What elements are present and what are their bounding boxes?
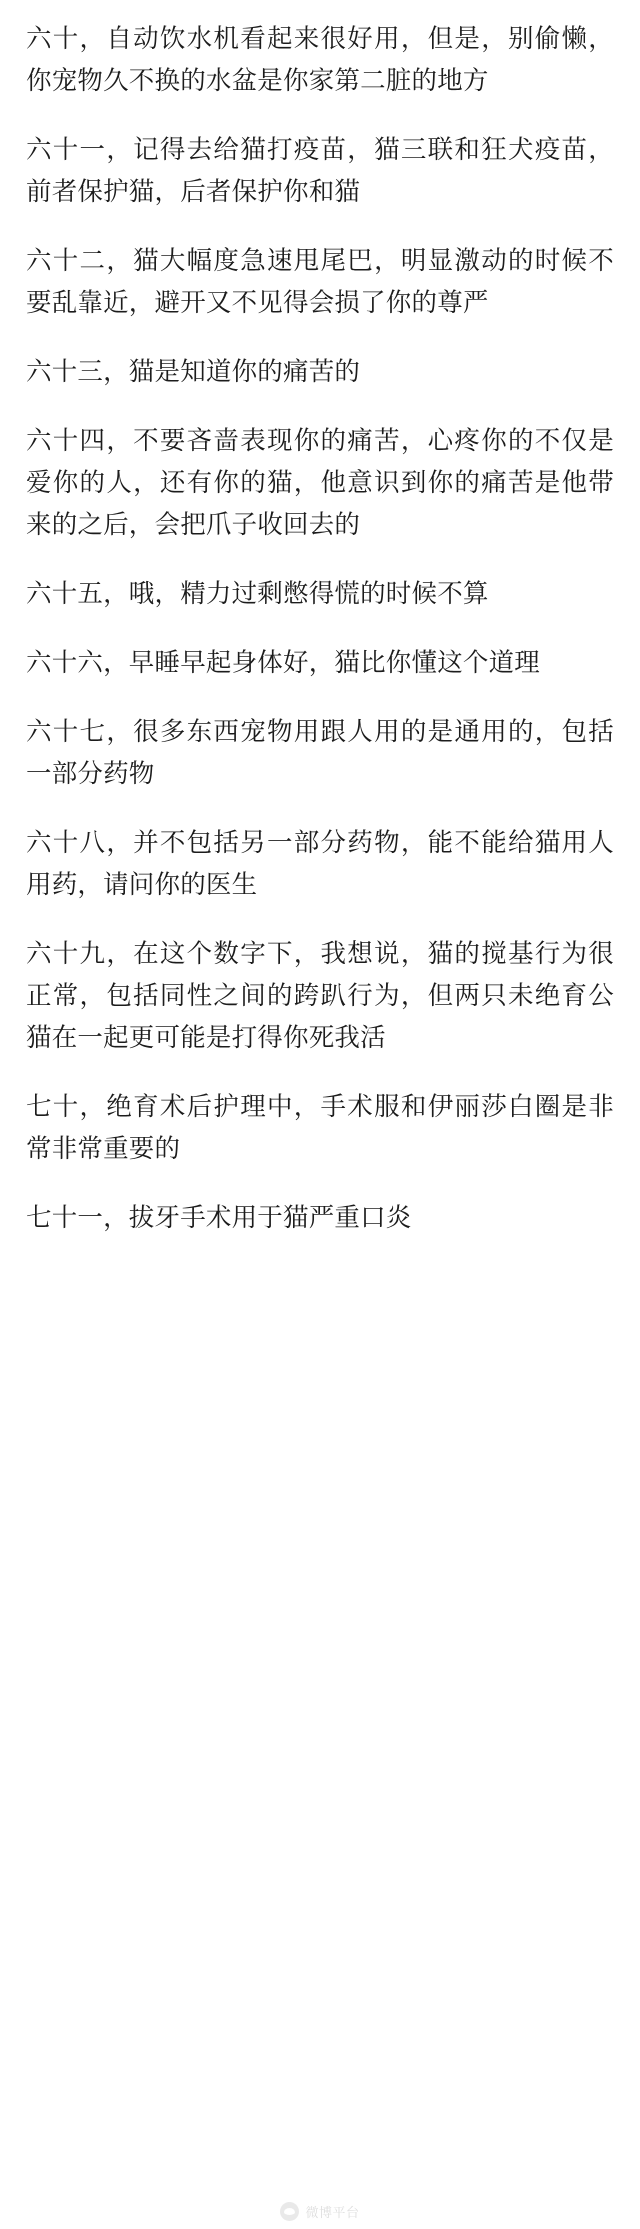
weibo-logo-icon <box>280 2202 299 2221</box>
paragraph: 六十三，猫是知道你的痛苦的 <box>26 358 361 386</box>
paragraph: 六十一，记得去给猫打疫苗，猫三联和狂犬疫苗，前者保护猫，后者保护你和猫 <box>26 136 614 206</box>
paragraph: 六十七，很多东西宠物用跟人用的是通用的，包括一部分药物 <box>26 718 614 788</box>
paragraph: 六十八，并不包括另一部分药物，能不能给猫用人用药，请问你的医生 <box>26 829 614 899</box>
paragraph: 六十二，猫大幅度急速甩尾巴，明显激动的时候不要乱靠近，避开又不见得会损了你的尊严 <box>26 247 614 317</box>
paragraph: 七十一，拔牙手术用于猫严重口炎 <box>26 1204 412 1232</box>
watermark-label: 微博平台 <box>305 2205 360 2220</box>
paragraph: 六十六，早睡早起身体好，猫比你懂这个道理 <box>26 649 541 677</box>
paragraph: 六十五，哦，精力过剩憋得慌的时候不算 <box>26 580 489 608</box>
paragraph: 六十四，不要吝啬表现你的痛苦，心疼你的不仅是爱你的人，还有你的猫，他意识到你的痛苦是他带来的之后，会把爪子收回去的 <box>26 427 614 539</box>
paragraph: 七十，绝育术后护理中，手术服和伊丽莎白圈是非常非常重要的 <box>26 1093 614 1163</box>
paragraph: 六十，自动饮水机看起来很好用，但是，别偷懒，你宠物久不换的水盆是你家第二脏的地方 <box>26 25 614 95</box>
paragraph: 六十九，在这个数字下，我想说，猫的搅基行为很正常，包括同性之间的跨趴行为，但两只未绝育公猫在一起更可能是打得你死我活 <box>26 940 614 1052</box>
watermark <box>0 2202 640 2221</box>
